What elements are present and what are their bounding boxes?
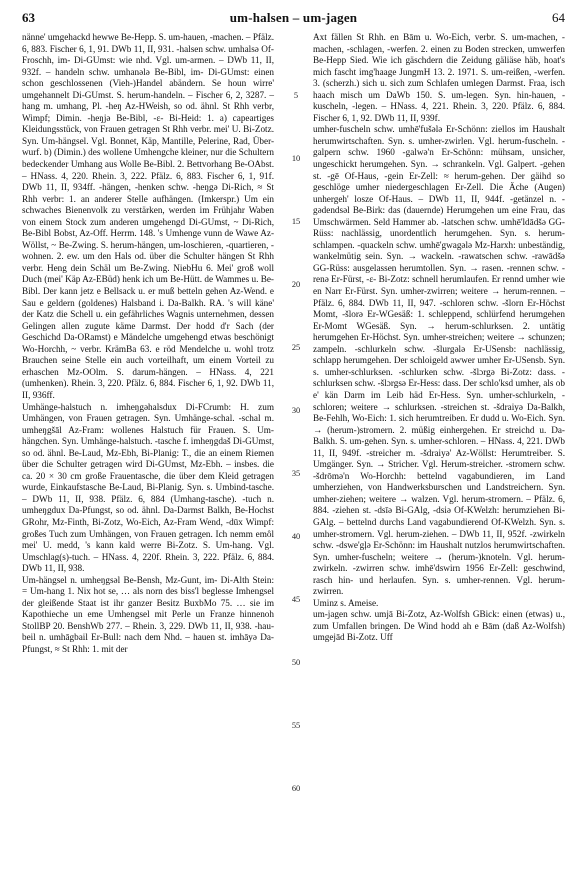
- line-number: 10: [291, 154, 301, 163]
- line-number: 35: [291, 469, 301, 478]
- line-number: 5: [293, 91, 299, 100]
- line-number: 30: [291, 406, 301, 415]
- entry-um-halsen-um-hau: nänne' umgehackd hewwe Be-Hepp. S. um-hauen, -machen. – Pfälz. 6, 883. Fischer 6, 1, 91. DWb 11, II, 931. -halsen schw. umhalsə Of-Froschh, im- Di-GUmst: wie nhd. Vgl. um-armen. – DWb 11, II, 932f. – handeln schw. umhanələ Be-Bibl, im- Di-GUmst: einen schon geschlossenen (Vieh-)Handel abändern. Se houn wirre' umgehannelt Di-GUmst. S. herum-handeln. – Fischer 6, 2, 3287. – hang m. umhang, Pl. -heŋ Az-HWeish, so od. ähnl. St Rhh verbr, Wimpf; Dimin. -heŋjə Be-Bibl, -ɛ- Bi-Heid: 1. a) capeartiges Kleidungsstück, von Frauen getragen St Rhh verbr. mei' U. Bi-Zotz. Syn. Um-hängsel. Vgl. Bonnet, Käp, Mantille, Pelerine, Rad, Über-wurf. b) (Dimin.) des wollene Umhengche kleiner, nur die Schultern bedeckender Umhang aus Wolle Be-Bibl. 2. Bettvorhang Be-OAbst. – HNass. 4, 220. Rhein. 3, 222. Pfälz. 6, 883. Fischer 6, 1, 91f. DWb 11, II, 934ff. -hängen, -henken schw. -heŋgə Di-Rich, ≈ St Rhh verbr: 1. an anderer Stelle aufhängen. (Imkerspr.) Um ein schwaches Bienenvolk zu verstärken, werden im Frühjahr Waben von einem Stock zum anderen umgehengd Di-GUmst, ~ Di-Rich, Be-Bibl Bobst, Az-Off. Herrm. 148. 's Umhenge vunn de Wawe Az-Wöllst, ~ Be-Zwing. S. herum-hängen, um-loschieren, -quartieren, -wohnen. 2. ew. um den Hals od. über die Schulter hängen St Rhh verbr. Heng dein Schäl um Be-Zwing. NiebHu 6. Mei' groß woll Duch (mei' Käp Az-EBüd) henk ich um Be-Hütt. de Wammes u. Be-Bibl. Der kann jetz e Bellsack u. er muß betteln gehen Az-Wend. e Sau e geldern (goldenes) Halsband i. Da-Balkh. RA. 's will käne' der Katz die Schell u. ein gefährliches Wagnis unternehmen, dessen Gelingen allen zugute käme Darmst. Der hodd d'r Sach (der Geschichd Da-ORamst) e Mändelche umgehengd etwas beschönigt Wo-Horchh, ~ verbr. KrämBa 63. e röd Mendelche u. wohl trotz Brauchen seine Stelle ein auch vorteilhaft, um einem Vorteil zu erhaschen Mz-OOlm. S. darum-hängen. – HNass. 4, 221 (umhenken). Rhein. 3, 220. Pfälz. 6, 884. Fischer 6, 1, 92. DWb 11, II, 936ff.: [22, 32, 274, 400]
- line-number: 50: [291, 658, 301, 667]
- entry-uminz: Uminz s. Ameise.: [313, 597, 379, 608]
- entry-um-hauen-cont: Axt fällen St Rhh. en Bām u. Wo-Eich, verbr. S. um-machen, -machen, -schlagen, -werfen. 2. einen zu Boden strecken, umwerfen Be-Hepp Sied. Wie ich gäschdern die Zeidung gäliäse häb, hoat's mich fascht img'haage JungmH 13. 2. 1971. S. um-reißen, -werfen. 3. (scherzh.) sich u. sich zum Schlafen umlegen Darmst. Fraa, isch haach misch um DaWb 150. S. um-legen. Syn. hin-hauen, -kuscheln, -legen. – HNass. 4, 221. Rhein. 3, 220. Pfälz. 6, 884. Fischer 6, 1, 92. DWb 11, II, 939f.: [313, 32, 565, 123]
- right-column: [313, 32, 565, 644]
- line-number: 60: [291, 784, 301, 793]
- entry-umhaenge-halstuch: Umhänge-halstuch n. imheŋgəhalsdux Di-FCrumb: H. zum Umhängen, von Frauen getragen. Syn. Umhänge-schal. -schal m. umheŋgšāl Az-Fram: wollenes Halstuch für Frauen. S. Um-hängchen. Syn. Umhänge-halstuch. -tasche f. imheŋgdaš Di-GUmst, so od. ähnl. Be-Laud, Mz-Ebh, Bi-Planig: T., die an einem Riemen über die Schulter getragen wird Di-GUmst, Mz-Ebh. – insbes. die ca. 20 × 30 cm große Frauentasche, die über dem Kleid getragen wurde, Einkaufstasche Be-Laud, Bi-Planig. Syn. s. Umbind-tasche. – DWb 11, II, 938. Pfälz. 6, 884 (Umhang-tasche). -tuch n. umheŋgdux Da-Pfungst, so od. ähnl. Da-Darmst Balkh, Be-Hochst GRohr, Mz-Finth, Bi-Zotz, Wo-Eich, Az-Fram Wend, -dūx Wimpf: großes Tuch zum Umhängen, von Frauen getragen. Ich nemm emôl mei' U. medd, 's kann kald werre Bi-Zotz. S. Um-hang. Vgl. Umschlag(s)-tuch. – HNass. 4, 220f. Rhein. 3, 222. Pfälz. 6, 884. DWb 11, II, 938.: [22, 401, 274, 574]
- line-number: 15: [291, 217, 301, 226]
- line-number: 40: [291, 532, 301, 541]
- page-number-left: 63: [22, 10, 35, 25]
- line-number: 55: [291, 721, 301, 730]
- entry-umher-fuscheln: umher-fuscheln schw. umhē'fušələ Er-Schönn: ziellos im Haushalt herumwirtschaften. Syn. s. umher-zwirlen. Vgl. herum-fuscheln. -galpern schw. 1960 -galwə'n Er-Schönn: mühsam, unsicher, ungeschickt herumgehen. Syn. → schrankeln. Vgl. Galpert. -gehen st. -gē Of-Haus, -gein Er-Zell: ≈ herum-gehen. Der gäihd so geschlöge umher niedergeschlagen Er-Zell. Die Äche (Augen) unhergeh' losze Of-Haus. – DWb 11, II, 944f. -getänzel n. -gədendsəl Be-Birk: das (dauernde) Herumgehen um eine Frau, das Umschwärmen. Seld Hammer ab. -latschen schw. umhē'ldādšə GG-Rüss: nachlässig, unordentlich herumgehen. Syn. s. herum-schlampen. -quackeln schw. umhē'gwagələ Mz-Harxh: unbeständig, wankelmütig sein. Syn. → wackeln. -rawatschen schw. -rawādšə GG-Rüss: ausgelassen herumtollen. Syn. → rasen. -rennen schw. -renə Er-Fürst, -ɛ- Bi-Zotz: schnell herumlaufen. Er rennd umher wie en Narr Er-Fürst. Syn. umher-zwirren; weitere → herum-rennen. – Pfälz. 6, 884. DWb 11, II, 947. -schloren schw. -šlorn Er-Höchst Momt, -šlorə Er-WGesäß: 1. schleppend, schlürfend herumgehen Er-Momt WGesäß. Syn. → herum-schlurksen. 2. untätig herumgehen Er-Höchst. Syn. umher-streichen; weitere → schunzen; zampeln. -schlurkeln schw. -šlurgələ Er-USensb: nachlässig, schlapp herumgehen. Der schloigeld awwer umher Er-USensb. Syn. s. umher-schlurksen. -schlurken schw. -šlɔrgə Bi-Zotz: dass. -schlurksen schw. -šlɔrgsə Er-Hess: dass. Der schlo'ksd umher, als ob e' kän Darm im Leib häd Er-Hess. Syn. umher-schlurkeln, -schloren; weitere → schlurksen. -streichen st. -šdraiyə Da-Balkh, Be-Fehlh, Wo-Eich: 1. sich herumtreiben. Er dudd u. Wo-Eich. Syn. → (herum-)stromern. 2. müßig einhergehen. Er streichd u. Da-Balkh. S. um-gehen. Syn. s. umher-schloren. – HNass. 4, 221. DWb 11, II, 949f. -streicher m. -šdraiyə' Az-Wöllst: Herumtreiber. S. Umgänger. Syn. → Stricher. Vgl. Herum-streicher. -stromern schw. -šdrōmə'n Wo-Horchh: bettelnd vagabundieren, im Land umherziehen, von Handwerksburschen und Landstreichern. Syn. umher-ziehen; weitere → walzen. Vgl. herum-stromern. – Pfälz. 6, 884. -ziehen st. -dsīə Bi-GAlg, -dsiə Of-KWelzh: herumziehen Bi-GAlg. – bettelnd durchs Land vagabundierend Of-KWelzh. Syn. s. umher-stromern. Vgl. herum-ziehen. – DWb 11, II, 952f. -zwirkeln schw. -dswe'gļə Er-Schönn: im Haushalt nutzlos herumwirtschaften. Syn. umher-fuscheln; weitere → (herum-)knoteln. Vgl. herum-zwirkeln. -zwirren schw. imhē'dswirn 1956 Er-Zell: geschwind, rasch hin- und herlaufen. Syn. s. umher-rennen. Vgl. herum-zwirren.: [313, 124, 565, 597]
- line-number: 45: [291, 595, 301, 604]
- entry-um-jagen: um-jagen schw. umjā Bi-Zotz, Az-Wolfsh GBick: einen (etwas) u., zum Umfallen bringen. De Wind hodd ah e Bām (daß Az-Wolfsh) umgejād Bi-Zotz. Uff: [313, 609, 565, 643]
- line-number: 25: [291, 343, 301, 352]
- entry-um-haengsel: Um-hängsel n. umheŋgsəl Be-Bensh, Mz-Gunt, im- Di-Alth Stein: = Um-hang 1. Nix hot se, … als norn des biss'l beglesse Imhengsel der gleißende Staat ist ihr ganzer Besitz BuxbMo 75. … sie im Kapothieche un eme Umhengsel mit Perle un Franze hinnenoh StollBP 20. BenshWb 277. – Rhein. 3, 229. DWb 11, II, 938. -hau-beil n. umhāgbail Er-Bull: nach dem Nhd. – hauen st. imhāyə Da-Pfungst, ≈ St Rhh: 1. mit der: [22, 574, 274, 654]
- page-number-right: 64: [552, 10, 565, 25]
- running-header: um-halsen – um-jagen: [229, 10, 358, 25]
- line-number: 20: [291, 280, 301, 289]
- left-column: [22, 32, 274, 656]
